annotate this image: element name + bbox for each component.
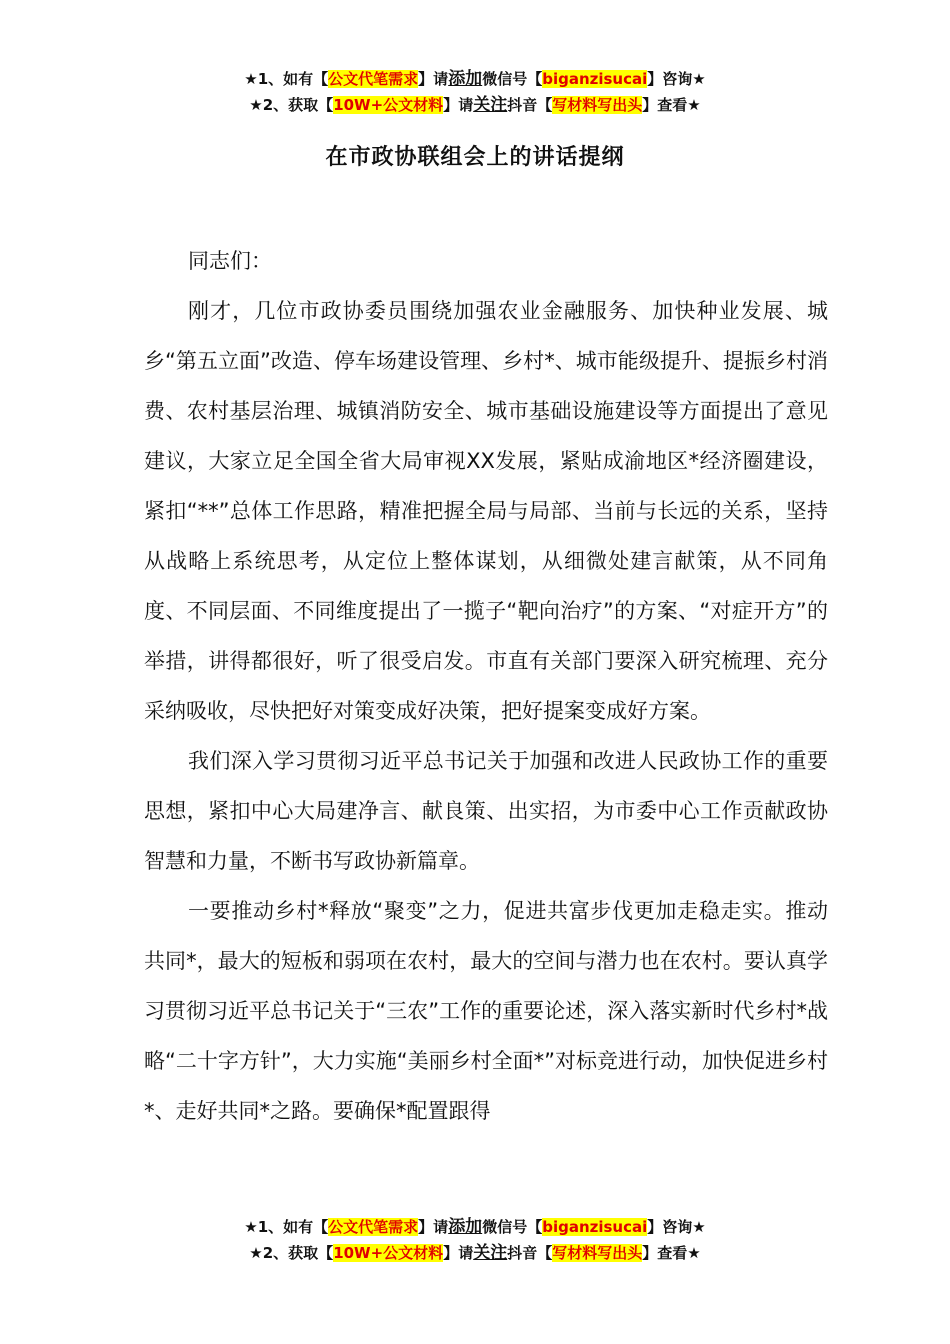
promo-banner-top	[0, 66, 950, 118]
highlight-douyin-id: 写材料写出头	[552, 1244, 643, 1262]
promo-line-2: ★2、获取【10W+公文材料】请关注抖音【写材料写出头】查看★	[249, 95, 701, 115]
highlight-service: 公文代笔需求	[328, 1218, 419, 1236]
paragraph: 刚才，几位市政协委员围绕加强农业金融服务、加快种业发展、城乡“第五立面”改造、停车场建设管理、乡村*、城市能级提升、提振乡村消费、农村基层治理、城镇消防安全、城市基础设施建设等方面提出了意见建议，大家立足全国全省大局审视XX发展，紧贴成渝地区*经济圈建设，紧扣“**”总体工作思路，精准把握全局与局部、当前与长远的关系，坚持从战略上系统思考，从定位上整体谋划，从细微处建言献策，从不同角度、不同层面、不同维度提出了一揽子“靶向治疗”的方案、“对症开方”的举措，讲得都很好，听了很受启发。市直有关部门要深入研究梳理、充分采纳吸收，尽快把好对策变成好决策，把好提案变成好方案。	[144, 299, 828, 723]
highlight-wechat-id: biganzisucai	[542, 70, 648, 88]
promo-line-1: ★1、如有【公文代笔需求】请添加微信号【biganzisucai】咨询★	[244, 69, 706, 89]
greeting: 同志们：	[188, 249, 272, 273]
promo-line-2: ★2、获取【10W+公文材料】请关注抖音【写材料写出头】查看★	[249, 1243, 701, 1263]
highlight-douyin-id: 写材料写出头	[552, 96, 643, 114]
highlight-materials: 10W+公文材料	[333, 1244, 444, 1262]
paragraph: 一要推动乡村*释放“聚变”之力，促进共富步伐更加走稳走实。推动共同*，最大的短板和弱项在农村，最大的空间与潜力也在农村。要认真学习贯彻习近平总书记关于“三农”工作的重要论述，深入落实新时代乡村*战略“二十字方针”，大力实施“美丽乡村全面*”对标竞进行动，加快促进乡村*、走好共同*之路。要确保*配置跟得	[144, 899, 829, 1123]
promo-banner-bottom	[0, 1214, 950, 1266]
document-body	[144, 236, 828, 1136]
promo-line-1: ★1、如有【公文代笔需求】请添加微信号【biganzisucai】咨询★	[244, 1217, 706, 1237]
document-title: 在市政协联组会上的讲话提纲	[325, 145, 625, 170]
highlight-wechat-id: biganzisucai	[542, 1218, 648, 1236]
highlight-materials: 10W+公文材料	[333, 96, 444, 114]
paragraph: 我们深入学习贯彻习近平总书记关于加强和改进人民政协工作的重要思想，紧扣中心大局建净言、献良策、出实招，为市委中心工作贡献政协智慧和力量，不断书写政协新篇章。	[144, 749, 828, 873]
highlight-service: 公文代笔需求	[328, 70, 419, 88]
